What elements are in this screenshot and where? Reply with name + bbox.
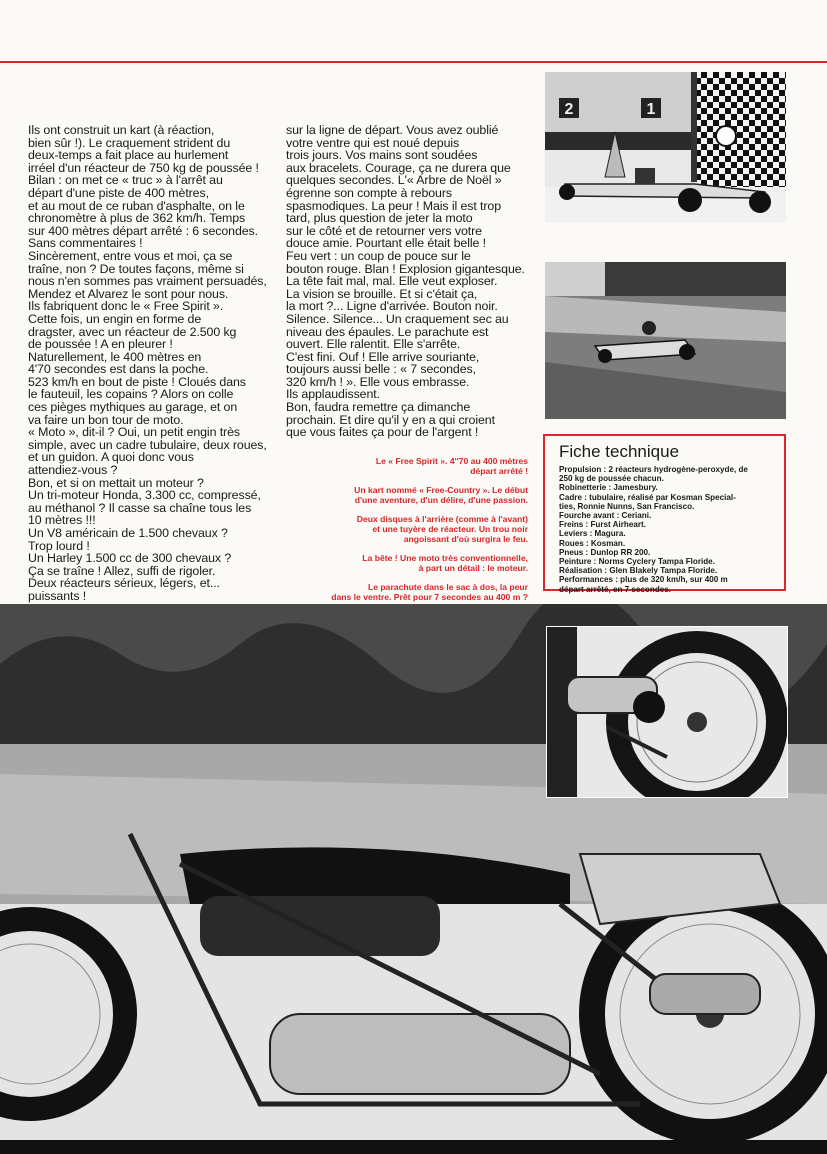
fiche-body: Propulsion : 2 réacteurs hydrogène-peroxyde, de 250 kg de poussée chacun. Robinetterie : Jamesbury. Cadre : tubulaire, réalisé par Kosman Special- ties, Ronnie Nunns, San Francisco. Fourche avant : Ceriani. Freins : Furst Airheart. Leviers : Magura. Roues : Kosman. Pneus : Dunlop RR 200. Peinture : Norms Cyclery Tampa Floride. Réalisation : Glen Blakely Tampa Floride. Performances : plus de 320 km/h, sur 400 m départ arrêté, en 7 secondes. (559, 465, 748, 594)
caption-free-spirit: Le « Free Spirit ». 4''70 au 400 mètres départ arrêté ! (375, 456, 528, 477)
caption-disques: Deux disques à l'arrière (comme à l'avant) et une tuyère de réacteur. Un trou noir angoissant d'où surgira le feu. (356, 513, 528, 545)
lane-number-2: 2 (564, 101, 574, 118)
lane-number-1: 1 (646, 101, 656, 118)
top-red-rule (0, 61, 827, 63)
caption-la-bete: La bête ! Une moto très conventionnelle, à part un détail : le moteur. (362, 552, 528, 574)
article-column-1 (28, 124, 278, 615)
kart-photo (545, 262, 786, 419)
fiche-title: Fiche technique (559, 442, 680, 461)
photo-captions (300, 456, 528, 610)
rear-nozzle-photo (546, 626, 788, 798)
caption-free-country: Un kart nommé « Free-Country ». Le début d'une aventure, d'un délire, d'une passion. (354, 484, 528, 506)
fiche-technique-box (543, 434, 786, 594)
article-text-col1: Ils ont construit un kart (à réaction, bien sûr !). Le craquement strident du deux-temps a fait place au hurlement irréel d'un réacteur de 750 kg de poussée ! Bilan : on met ce « truc » à l'arrêt au départ d'une piste de 400 mètres, et au mout de ce ruban d'asphalte, on le chronomètre à plus de 362 km/h. Temps sur 400 mètres départ arrêté : 6 secondes. Sans commentaires ! Sincèrement, entre vous et moi, ça se traîne, non ? De toutes façons, même si nous n'en sommes pas vraiment persuadés, Mendez et Alvarez le sont pour nous. Ils fabriquent donc le « Free Spirit ». Cette fois, un engin en forme de dragster, avec un réacteur de 2.500 kg de poussée ! A en pleurer ! Naturellement, le 400 mètres en 4'70 secondes est dans la poche. 523 km/h en bout de piste ! Cloués dans le fauteuil, les copains ? Alors on colle ces pièges mythiques au garage, et on va faire un bon tour de moto. « Moto », dit-il ? Oui, un petit engin très simple, avec un cadre tubulaire, deux roues, et un guidon. A quoi donc vous attendiez-vous ? Bon, et si on mettait un moteur ? Un tri-moteur Honda, 3.300 cc, compressé, au méthanol ? Il casse sa chaîne tous les 10 mètres !!! Un V8 américain de 1.500 chevaux ? Trop lourd ! Un Harley 1.500 cc de 300 chevaux ? Ça se traîne ! Allez, suffi de rigoler. Deux réacteurs sérieux, légers, et... puissants ! (28, 123, 267, 603)
caption-parachute: Le parachute dans le sac à dos, la peur dans le ventre. Prêt pour 7 secondes au 400 m ? (331, 581, 528, 603)
article-column-2 (286, 124, 531, 439)
dragster-photo (545, 72, 786, 222)
article-text-col2: sur la ligne de départ. Vous avez oublié votre ventre qui est noué depuis trois jours. Vos mains sont soudées aux bracelets. Courage, ça ne durera que quelques secondes. L'« Arbre de Noël » égrenne son compte à rebours spasmodiques. La peur ! Mais il est trop tard, plus question de jeter la moto sur le côté et de retourner vers votre douce amie. Pourtant elle était belle ! Feu vert : un coup de pouce sur le bouton rouge. Blan ! Explosion gigantesque. La tête fait mal, mal. Elle veut exploser. La vision se brouille. Et si c'était ça, la mort ?... Ligne d'arrivée. Bouton noir. Silence. Silence... Un craquement sec au niveau des épaules. Le parachute est ouvert. Elle ralentit. Elle s'arrête. C'est fini. Ouf ! Elle arrive souriante, toujours aussi belle : « 7 secondes, 320 km/h ! ». Elle vous embrasse. Ils applaudissent. Bon, faudra remettre ça dimanche prochain. Et dire qu'il y en a qui croient que vous faites ça pour de l'argent ! (286, 123, 525, 440)
